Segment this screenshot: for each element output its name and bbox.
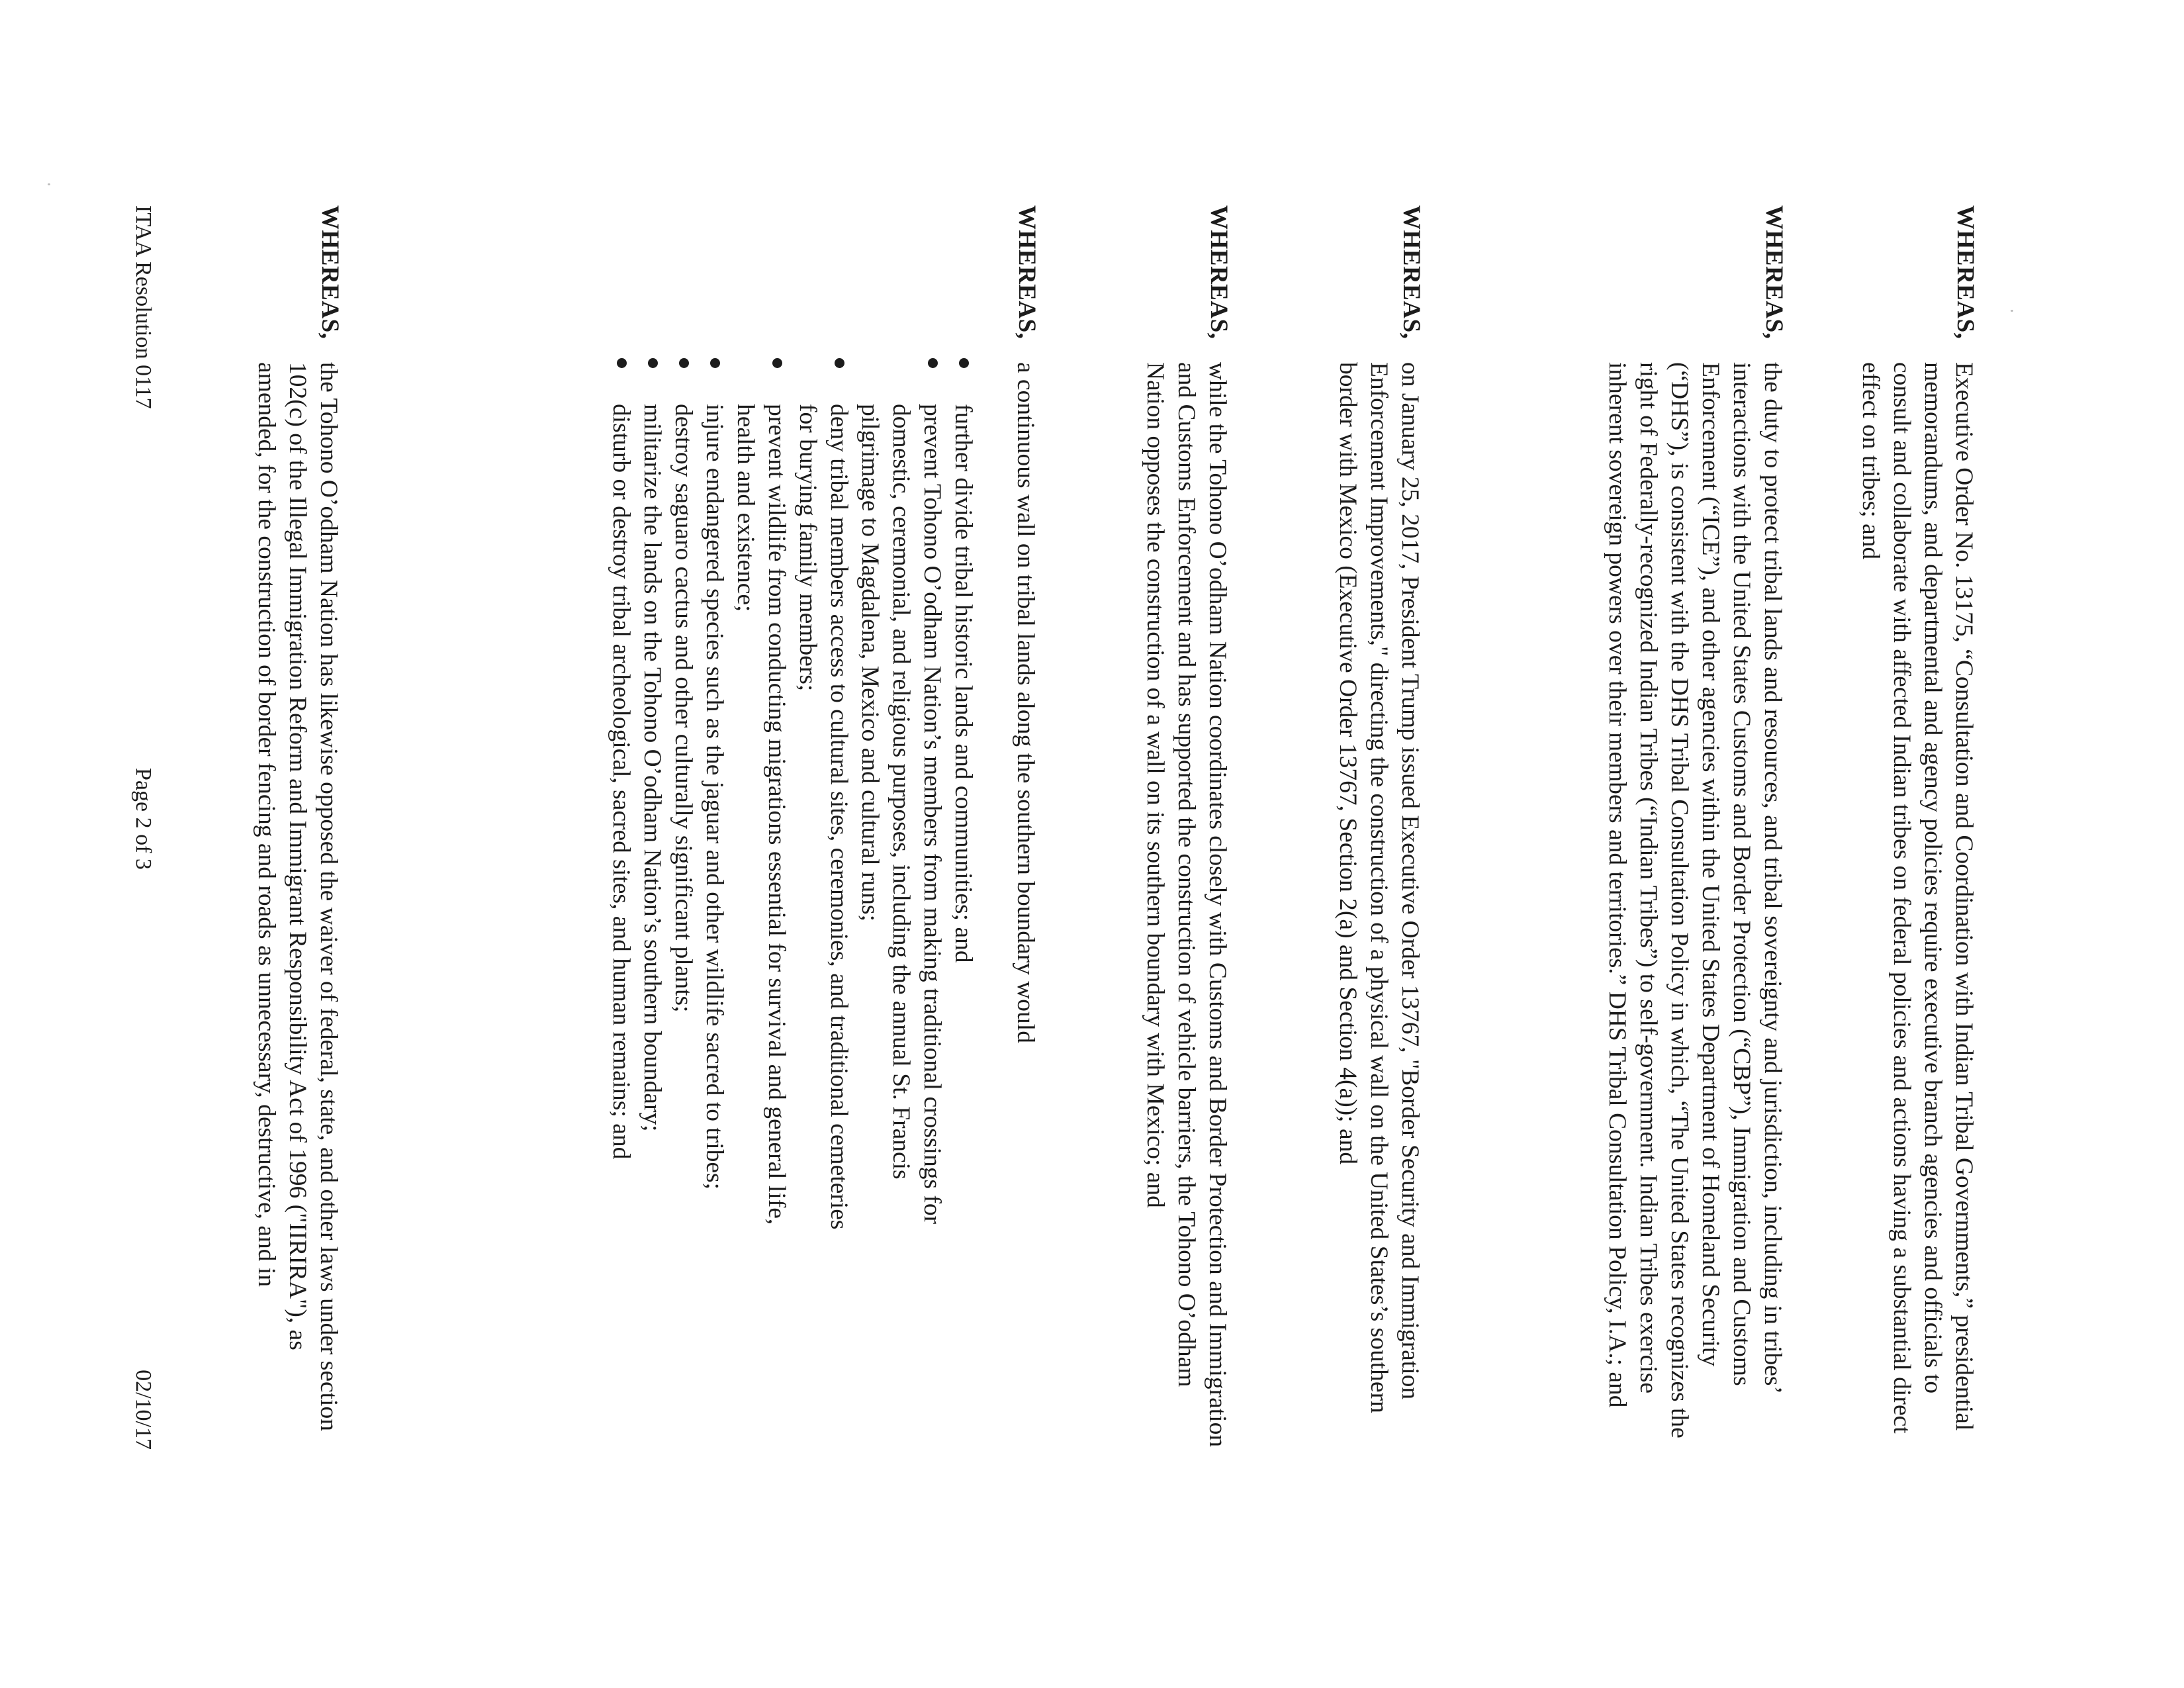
bullet-icon <box>710 358 720 368</box>
whereas-label: WHEREAS, <box>316 205 343 340</box>
list-item <box>699 404 730 1244</box>
page-footer <box>129 205 156 1450</box>
list-item <box>792 404 854 1244</box>
whereas-clause-3 <box>1332 205 1426 1450</box>
whereas-clause-5 <box>1010 205 1041 1450</box>
list-item-text: prevent Tohono O’odham Nation’s members from making traditional crossings for domestic, ceremonial, and religious purposes, including the annual St. Francis pilgrimage to Magdalena, Mexico and cultural runs; <box>856 404 946 1225</box>
bullet-icon <box>617 358 627 368</box>
whereas-clause-6 <box>251 205 344 1450</box>
whereas-clause-1 <box>1855 205 1979 1450</box>
list-item-text: further divide tribal historic lands and communities; and <box>950 404 977 963</box>
list-item-text: disturb or destroy tribal archeological, sacred sites, and human remains; and <box>608 404 635 1160</box>
clause-text: the duty to protect tribal lands and resources, and tribal sovereignty and jurisdiction, including in tribes’ interactions with the United States Customs and Border Protection (“CBP”), Immigration and Customs Enforcement (“ICE”), and other agencies within the United States Department of Homeland Security (“DHS”), is consistent with the DHS Tribal Consultation Policy in which, “The United States recognizes the right of Federally-recognized Indian Tribes (“Indian Tribes”) to self-government. Indian Tribes exercise inherent sovereign powers over their members and territories.” DHS Tribal Consultation Policy, I.A.; and <box>1604 362 1786 1438</box>
bullet-icon <box>679 358 689 368</box>
whereas-clause-2 <box>1602 205 1788 1450</box>
impact-bullet-list <box>606 404 979 1244</box>
clause-text: while the Tohono O’odham Nation coordinates closely with Customs and Border Protection and Immigration and Customs Enforcement and has supported the construction of vehicle barriers, the Tohono O’odham Nation opposes the construction of a wall on its southern boundary with Mexico; and <box>1142 362 1231 1448</box>
footer-resolution-number: ITAA Resolution 0117 <box>131 205 156 409</box>
whereas-clause-4 <box>1140 205 1233 1450</box>
list-item <box>948 404 979 1244</box>
footer-page-number: Page 2 of 3 <box>131 768 156 870</box>
list-item-text: militarize the lands on the Tohono O’odham Nation’s southern boundary; <box>639 404 666 1132</box>
bullet-icon <box>835 358 844 368</box>
clause-text: the Tohono O’odham Nation has likewise opposed the waiver of federal, state, and other laws under section 102(c) of the Illegal Immigration Reform and Immigrant Responsibility Act of 1996 ("IIRIRA"), as amended, for the construction of border fencing and roads as unnecessary, destructive, and in <box>253 362 342 1431</box>
list-item-text: injure endangered species such as the jaguar and other wildlife sacred to tribes; <box>701 404 728 1190</box>
list-item-text: prevent wildlife from conducting migrations essential for survival and general life, health and existence; <box>732 404 790 1225</box>
clause-text: on January 25, 2017, President Trump issued Executive Order 13767, "Border Security and Immigration Enforcement Improvements," directing the construction of a physical wall on the United States’s southern border with Mexico (Executive Order 13767, Section 2(a) and Section 4(a)); and <box>1334 362 1424 1413</box>
clause-text: a continuous wall on tribal lands along the southern boundary would <box>1012 362 1039 1043</box>
list-item <box>637 404 668 1244</box>
bullet-icon <box>772 358 782 368</box>
list-item-text: deny tribal members access to cultural sites, ceremonies, and traditional cemeteries for burying family members; <box>794 404 852 1230</box>
bullet-icon <box>959 358 969 368</box>
clause-text: Executive Order No. 13175, “Consultation and Coordination with Indian Tribal Governments,” presidential memorandums, and departmental and agency policies require executive branch agencies and officials to consult and collaborate with affected Indian tribes on federal policies and actions having a substantial direct effect on tribes; and <box>1857 362 1978 1434</box>
list-item <box>606 404 637 1244</box>
bullet-icon <box>928 358 938 368</box>
whereas-label: WHEREAS, <box>1013 205 1040 340</box>
bullet-icon <box>648 358 658 368</box>
whereas-label: WHEREAS, <box>1952 205 1979 340</box>
list-item-text: destroy saguaro cactus and other culturally significant plants; <box>670 404 697 1013</box>
whereas-label: WHEREAS, <box>1205 205 1232 340</box>
whereas-label: WHEREAS, <box>1398 205 1425 340</box>
list-item <box>854 404 948 1244</box>
footer-date: 02/10/17 <box>131 1370 156 1450</box>
whereas-label: WHEREAS, <box>1760 205 1788 340</box>
list-item <box>730 404 792 1244</box>
list-item <box>668 404 699 1244</box>
